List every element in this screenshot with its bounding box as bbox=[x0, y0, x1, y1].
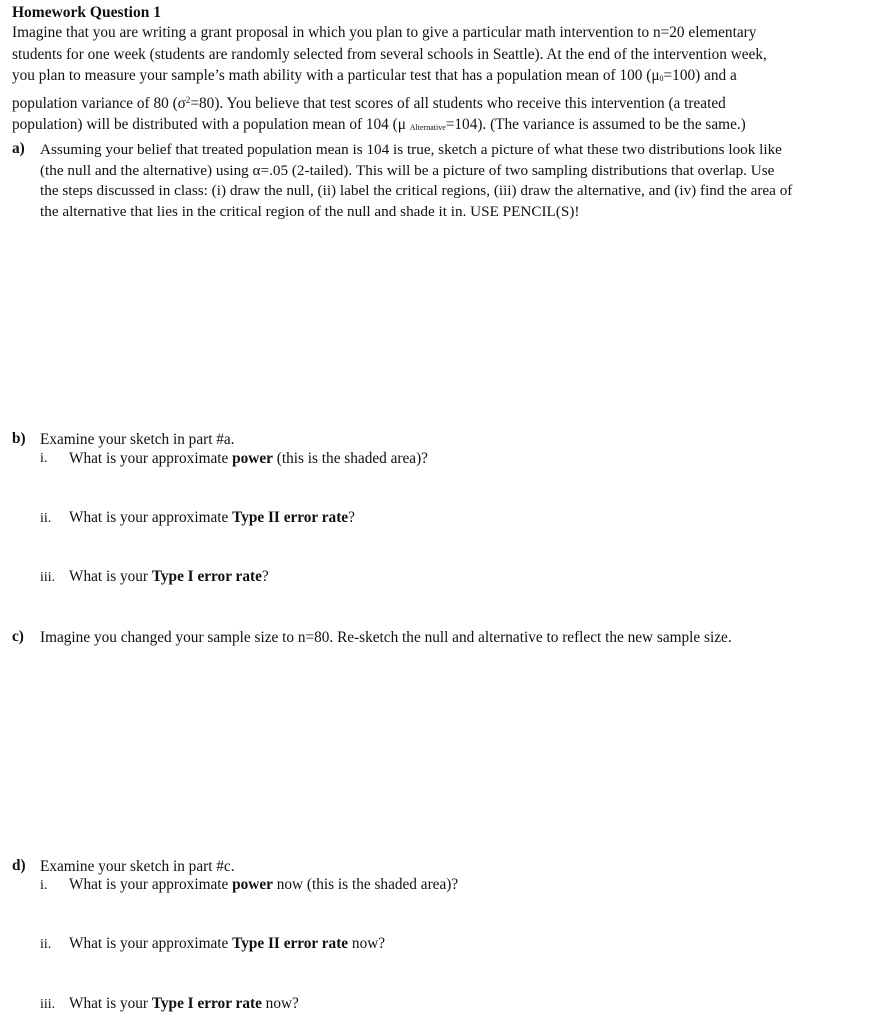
part-a-label: a) bbox=[12, 140, 25, 157]
part-d-item-1-num: i. bbox=[40, 878, 48, 893]
part-a-line-3: the steps discussed in class: (i) draw the null, (ii) label the critical regions, (iii) draw the alternative, and (iv) find the area of bbox=[40, 182, 793, 199]
intro-line-3-text: you plan to measure your sample’s math ability with a particular test that has a population mean of 100 (μ bbox=[12, 67, 660, 85]
item-bold: Type II error rate bbox=[232, 935, 349, 952]
part-b-item-1 bbox=[69, 450, 428, 468]
part-b-item-1-num: i. bbox=[40, 451, 48, 466]
part-d-item-2 bbox=[69, 935, 385, 953]
part-b-item-2-num: ii. bbox=[40, 511, 52, 526]
part-a-line-2: (the null and the alternative) using α=.05 (2-tailed). This will be a picture of two sampling distributions that overlap. Use bbox=[40, 161, 775, 179]
sigma-squared-superscript: 2 bbox=[185, 94, 191, 105]
item-bold: Type I error rate bbox=[151, 995, 262, 1012]
item-bold: power bbox=[232, 450, 273, 467]
part-c-text: Imagine you changed your sample size to n=80. Re-sketch the null and alternative to reflect the new sample size. bbox=[40, 629, 732, 646]
item-pre: What is your approximate bbox=[69, 876, 233, 893]
part-b-label: b) bbox=[12, 430, 26, 447]
part-b-text: Examine your sketch in part #a. bbox=[40, 431, 235, 448]
intro-line-5-b: =104). (The variance is assumed to be the same.) bbox=[445, 116, 746, 134]
intro-line-5 bbox=[12, 114, 852, 139]
item-bold: Type I error rate bbox=[151, 568, 262, 585]
item-pre: What is your bbox=[69, 995, 152, 1012]
intro-line-4-a: population variance of 80 (σ bbox=[12, 94, 186, 112]
part-d-text: Examine your sketch in part #c. bbox=[40, 858, 235, 875]
item-post: ? bbox=[261, 568, 269, 585]
part-b-item-2 bbox=[69, 509, 355, 527]
part-d-item-3-num: iii. bbox=[40, 997, 56, 1012]
intro-line-4-b: =80). You believe that test scores of all students who receive this intervention (a treated bbox=[190, 94, 726, 112]
intro-line-3-end: =100) and a bbox=[663, 67, 737, 85]
part-b-item-3-num: iii. bbox=[40, 570, 56, 585]
item-post: (this is the shaded area)? bbox=[272, 450, 428, 467]
item-pre: What is your bbox=[69, 568, 152, 585]
item-post: now (this is the shaded area)? bbox=[272, 876, 459, 893]
part-d-label: d) bbox=[12, 857, 26, 874]
intro-line-1: Imagine that you are writing a grant proposal in which you plan to give a particular math intervention to n=20 elementary bbox=[12, 24, 757, 41]
item-post: ? bbox=[348, 509, 355, 526]
item-bold: power bbox=[232, 876, 273, 893]
part-a-line-4: the alternative that lies in the critical region of the null and shade it in. USE PENCIL(S)! bbox=[40, 202, 580, 220]
part-b-item-3 bbox=[69, 568, 269, 586]
part-a-paragraph bbox=[40, 140, 875, 222]
part-c-label: c) bbox=[12, 628, 24, 645]
intro-line-5-a: population) will be distributed with a population mean of 104 (μ bbox=[12, 116, 410, 134]
page-title: Homework Question 1 bbox=[12, 4, 161, 21]
part-d-item-3 bbox=[69, 995, 299, 1013]
part-d-item-2-num: ii. bbox=[40, 937, 52, 952]
intro-line-2: students for one week (students are randomly selected from several schools in Seattle). At the end of the intervention week, bbox=[12, 45, 767, 63]
item-pre: What is your approximate bbox=[69, 450, 233, 467]
part-a-line-1: Assuming your belief that treated population mean is 104 is true, sketch a picture of what these two distributions look like bbox=[40, 141, 782, 158]
mu-alternative-subscript: Alternative bbox=[409, 123, 446, 133]
intro-line-4 bbox=[12, 90, 852, 115]
item-bold: Type II error rate bbox=[232, 509, 349, 526]
item-pre: What is your approximate bbox=[69, 935, 233, 952]
intro-paragraph bbox=[12, 22, 852, 139]
item-pre: What is your approximate bbox=[69, 509, 233, 526]
intro-line-3 bbox=[12, 65, 852, 90]
item-post: now? bbox=[261, 995, 299, 1012]
part-d-item-1 bbox=[69, 876, 458, 894]
mu-zero-subscript: 0 bbox=[659, 74, 664, 84]
item-post: now? bbox=[348, 935, 386, 952]
